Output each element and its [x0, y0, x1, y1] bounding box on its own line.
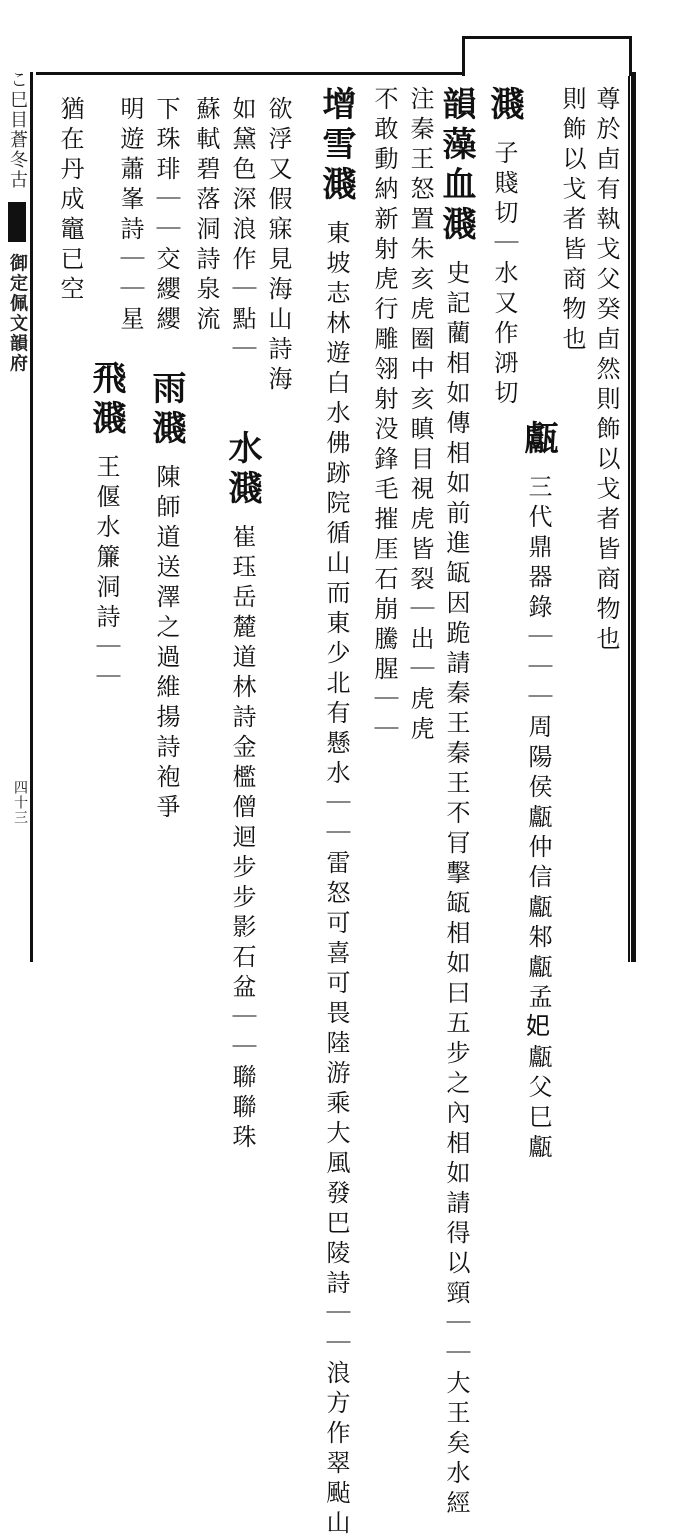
text-column-11	[226, 96, 258, 976]
column-text: 陳師道送澤之過維揚詩袍爭	[152, 463, 180, 824]
entry-column-4	[484, 86, 524, 410]
entry-column-3	[518, 420, 558, 1300]
text-column-7	[368, 86, 400, 966]
text-column-1	[590, 86, 622, 966]
headword: 韻藻血濺	[436, 86, 476, 246]
column-text: 尊於卣有執戈父癸卣然則飾以戈者皆商物也	[592, 86, 620, 656]
column-text: 子賤切｜水又作㳩切	[490, 139, 518, 410]
fishtail-mark	[8, 202, 26, 242]
side-title	[4, 70, 30, 970]
page-number: 四十三	[12, 780, 28, 825]
text-column-9	[262, 96, 294, 976]
column-text: 王偃水簾洞詩｜｜	[92, 453, 120, 694]
column-text: 如黛色深浪作｜點｜	[228, 96, 256, 366]
headword: 水濺	[222, 430, 262, 510]
book-title: 御定佩文韻府	[7, 253, 28, 374]
entry-column-16	[86, 360, 126, 1240]
column-text: 史記藺相如傳相如前進缻因跪請秦王秦王不肎擊缻相如曰五步之內相如請得以頸｜｜大王矣水經	[442, 259, 470, 1520]
headword: 甗	[518, 420, 558, 460]
column-text: 三代鼎器錄｜｜｜周陽侯甗仲信甗邾甗孟𡚱甗父巳甗	[524, 473, 552, 1164]
headword: 增雪濺	[316, 86, 356, 206]
column-text: 蘇軾碧落洞詩泉流	[192, 96, 220, 336]
headword: 雨濺	[146, 370, 186, 450]
column-text: 注秦王怒置朱亥虎圈中亥瞋目視虎皆裂｜出｜虎虎	[406, 86, 434, 746]
text-column-14	[150, 96, 182, 976]
side-title-top: こ巳目蒼冬古	[7, 70, 28, 190]
frame-inner-rule	[628, 72, 630, 962]
column-text: 崔珏岳麓道林詩金檻僧迴步步影石盆｜｜聯聯珠	[228, 523, 256, 1154]
column-text: 猶在丹成竈已空	[56, 96, 84, 306]
column-text: 明遊蕭峯詩｜｜星	[116, 96, 144, 336]
rhyme-heading-box	[462, 36, 632, 76]
headword: 飛濺	[86, 360, 126, 440]
column-text: 欲浮又假寐見海山詩海	[264, 96, 292, 396]
text-column-6	[404, 86, 436, 966]
column-text: 不敢動納新射虎行雕翎射没鋒毛摧厓石崩騰腥｜｜	[370, 86, 398, 746]
entry-column-8	[316, 86, 356, 1540]
entry-column-5	[436, 86, 476, 1520]
margin-rule	[30, 72, 33, 962]
column-text: 東坡志林遊白水佛跡院循山而東少北有懸水｜｜雷怒可喜可畏陸游乘大風發巴陵詩｜｜浪方作翠颭山	[322, 219, 350, 1540]
text-column-12	[190, 96, 222, 976]
text-column-17	[54, 96, 86, 976]
column-text: 下珠琲｜｜交纓纓	[152, 96, 180, 336]
headword: 濺	[484, 86, 524, 126]
column-text: 則飾以戈者皆商物也	[558, 86, 586, 356]
text-column-2	[556, 86, 588, 966]
